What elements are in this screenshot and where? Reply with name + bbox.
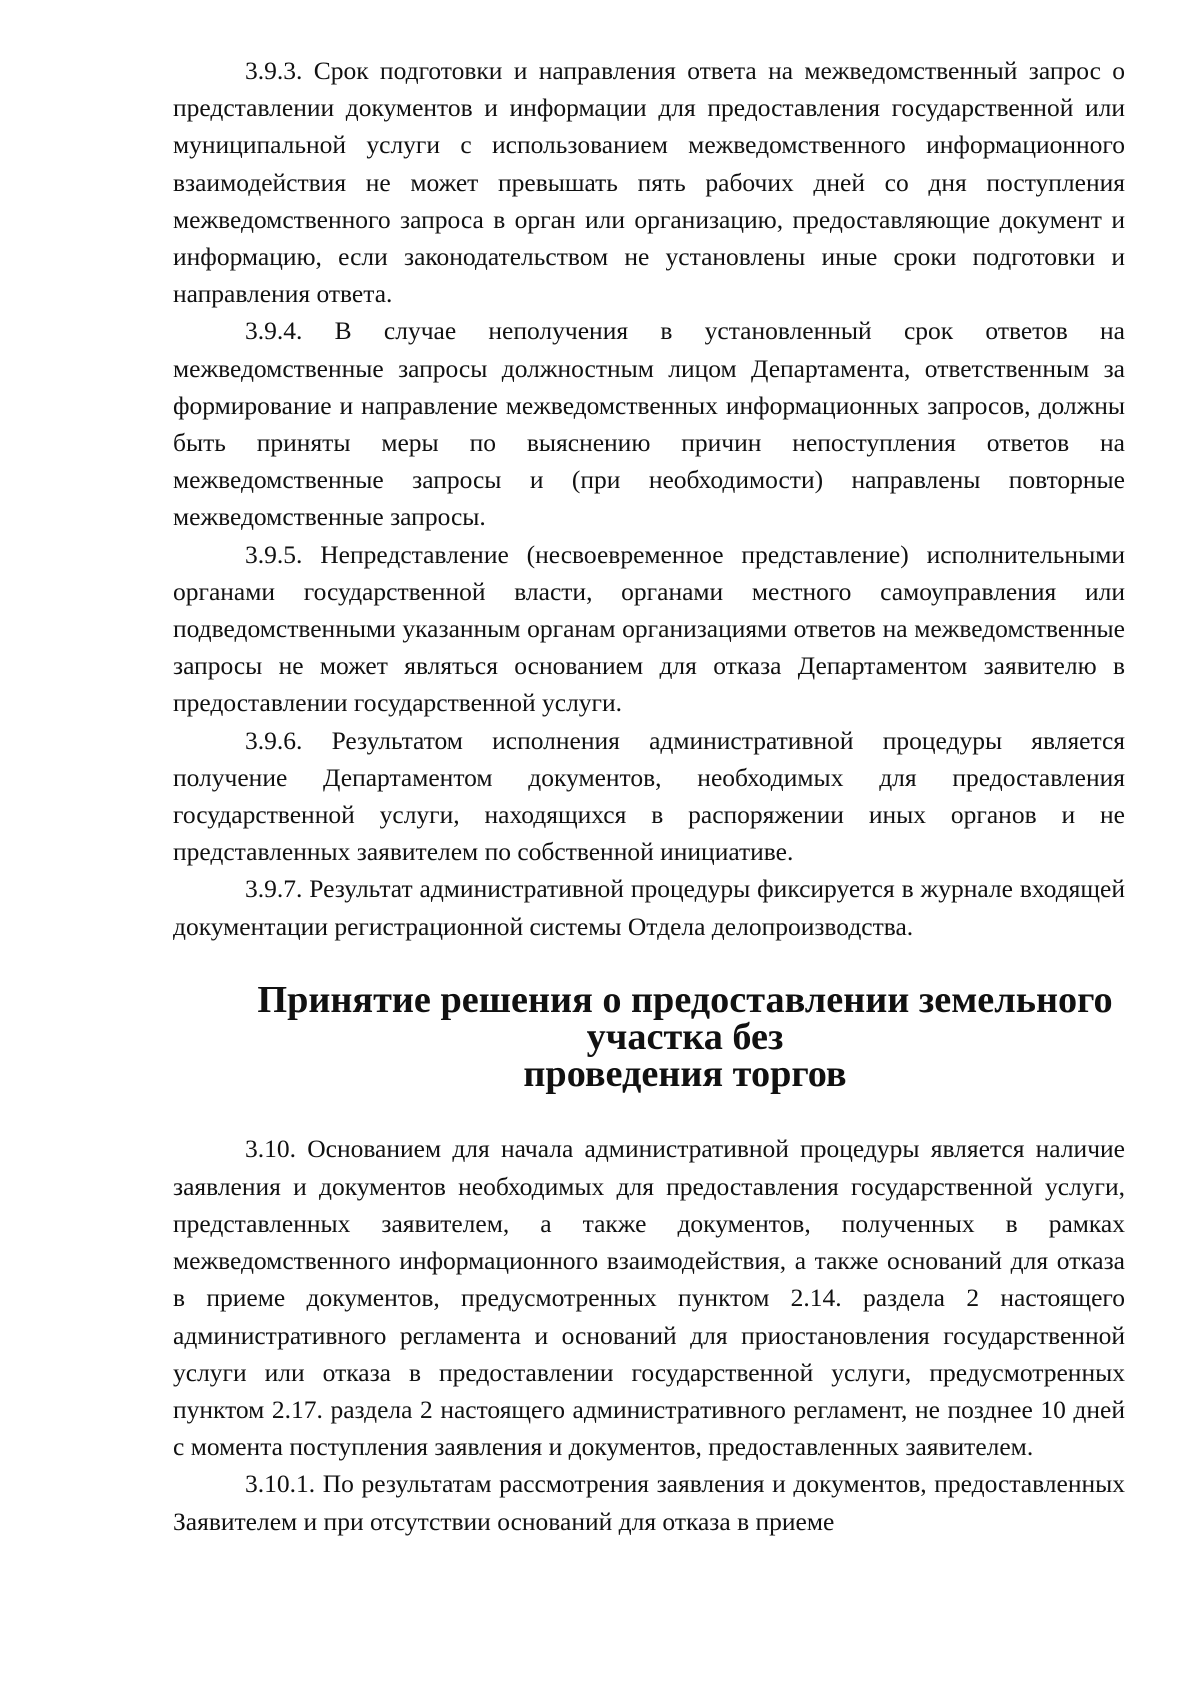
paragraph-3-10-1: 3.10.1. По результатам рассмотрения заявления и документов, предоставленных Заявителем и при отсутствии оснований для отказа в приеме (173, 1469, 1125, 1536)
paragraph-3-9-4: 3.9.4. В случае неполучения в установленный срок ответов на межведомственные запросы должностным лицом Департамента, ответственным за формирование и направление межведомственных информационных запросов, должны быть приняты меры по выяснению причин непоступления ответов на межведомственные запросы и (при необходимости) направлены повторные межведомственные запросы. (173, 316, 1125, 532)
paragraph-3-9-6: 3.9.6. Результатом исполнения административной процедуры является получение Департаментом документов, необходимых для предоставления государственной услуги, находящихся в распоряжении иных органов и не представленных заявителем по собственной инициативе. (173, 725, 1125, 867)
paragraph-3-9-5: 3.9.5. Непредставление (несвоевременное представление) исполнительными органами государственной власти, органами местного самоуправления или подведомственными указанным органам организациями ответов на межведомственные запросы не может являться основанием для отказа Департаментом заявителю в предоставлении государственной услуги. (173, 539, 1125, 718)
section-spacer-top (173, 945, 1125, 982)
section-heading (173, 978, 1125, 1096)
paragraph-3-10: 3.10. Основанием для начала административной процедуры является наличие заявления и документов необходимых для предоставления государственной услуги, представленных заявителем, а также документов, полученных в рамках межведомственного информационного взаимодействия, а также оснований для отказа в приеме документов, предусмотренных пунктом 2.14. раздела 2 настоящего административного регламента и оснований для приостановления государственной услуги или отказа в предоставлении государственной услуги, предусмотренных пунктом 2.17. раздела 2 настоящего административного регламент, не позднее 10 дней с момента поступления заявления и документов, предоставленных заявителем. (173, 1134, 1125, 1462)
paragraph-3-9-3: 3.9.3. Срок подготовки и направления ответа на межведомственный запрос о представлении документов и информации для предоставления государственной или муниципальной услуги с использованием межведомственного информационного взаимодействия не может превышать пять рабочих дней со дня поступления межведомственного запроса в орган или организацию, предоставляющие документ и информацию, если законодательством не установлены иные сроки подготовки и направления ответа. (173, 56, 1125, 309)
section-heading-line-2: проведения торгов (523, 1053, 847, 1096)
section-spacer-bottom (173, 1093, 1125, 1130)
section-heading-line-1: Принятие решения о предоставлении земельного участка без (257, 978, 1113, 1059)
document-page (173, 52, 1125, 1540)
paragraph-3-9-7: 3.9.7. Результат административной процедуры фиксируется в журнале входящей документации регистрационной системы Отдела делопроизводства. (173, 874, 1125, 941)
